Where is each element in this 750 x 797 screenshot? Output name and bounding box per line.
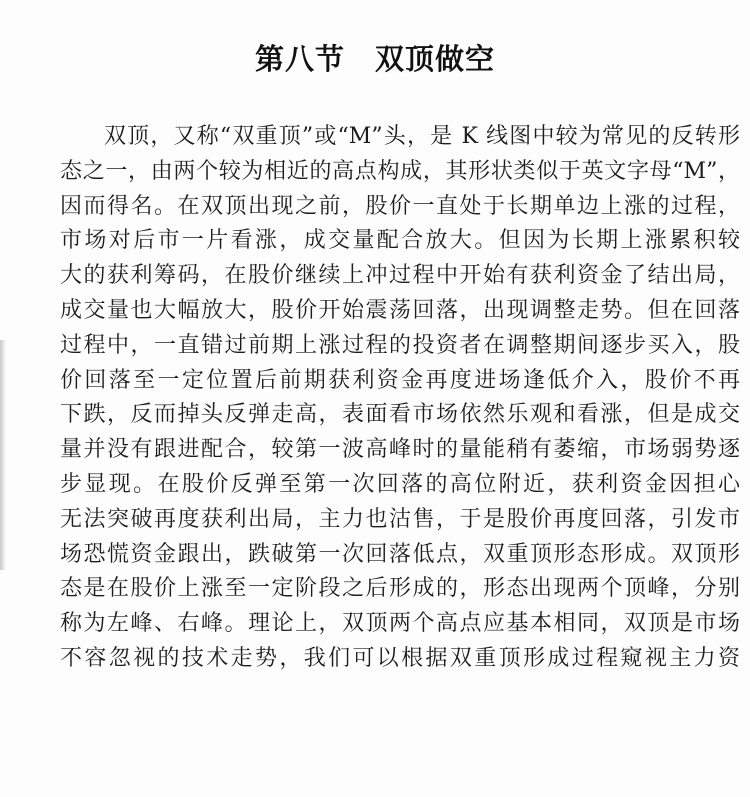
text-line: 因而得名。在双顶出现之前，股价一直处于长期单边上涨的过程， xyxy=(60,193,740,219)
text-line: 态之一，由两个较为相近的高点构成，其形状类似于英文字母“M”， xyxy=(60,158,740,184)
text-line: 步显现。在股价反弹至第一次回落的高位附近，获利资金因担心 xyxy=(60,471,740,497)
text-line: 成交量也大幅放大，股价开始震荡回落，出现调整走势。但在回落 xyxy=(60,297,740,323)
text-line: 态是在股价上涨至一定阶段之后形成的，形态出现两个顶峰，分别 xyxy=(60,576,740,602)
page-binding-shadow xyxy=(0,340,6,570)
text-line: 无法突破再度获利出局，主力也沽售，于是股价再度回落，引发市 xyxy=(60,506,740,532)
text-line: 称为左峰、右峰。理论上，双顶两个高点应基本相同，双顶是市场 xyxy=(60,611,740,637)
text-line: 过程中，一直错过前期上涨过程的投资者在调整期间逐步买入，股 xyxy=(60,332,740,358)
text-line: 价回落至一定位置后前期获利资金再度进场逢低介入，股价不再 xyxy=(60,367,740,393)
text-line: 下跌，反而掉头反弹走高，表面看市场依然乐观和看涨，但是成交 xyxy=(60,402,740,428)
text-line: 大的获利筹码，在股价继续上冲过程中开始有获利资金了结出局， xyxy=(60,263,740,289)
text-line: 市场对后市一片看涨，成交量配合放大。但因为长期上涨累积较 xyxy=(60,228,740,254)
text-line: 量并没有跟进配合，较第一波高峰时的量能稍有萎缩，市场弱势逐 xyxy=(60,437,740,463)
section-title: 第八节 双顶做空 xyxy=(254,42,495,77)
text-line: 不容忽视的技术走势，我们可以根据双重顶形成过程窥视主力资 xyxy=(60,645,740,671)
text-line: 场恐慌资金跟出，跌破第一次回落低点，双重顶形态形成。双顶形 xyxy=(60,541,740,567)
text-line: 双顶，又称“双重顶”或“M”头，是 K 线图中较为常见的反转形 xyxy=(104,124,740,149)
body-paragraph xyxy=(60,120,740,677)
